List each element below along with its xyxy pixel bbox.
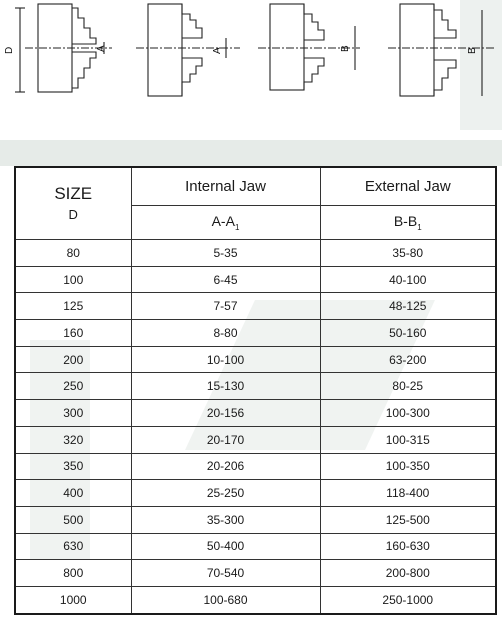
table-row bbox=[15, 373, 496, 400]
size-cell: 100 bbox=[15, 266, 131, 293]
internal-range-cell: 10-100 bbox=[131, 346, 320, 373]
size-cell: 200 bbox=[15, 346, 131, 373]
table-row bbox=[15, 240, 496, 267]
table-row bbox=[15, 320, 496, 347]
size-header bbox=[15, 167, 131, 240]
internal-range-cell: 20-206 bbox=[131, 453, 320, 480]
internal-range-cell: 8-80 bbox=[131, 320, 320, 347]
external-range-cell: 48-125 bbox=[320, 293, 496, 320]
table-row bbox=[15, 426, 496, 453]
internal-range-cell: 20-170 bbox=[131, 426, 320, 453]
size-cell: 500 bbox=[15, 506, 131, 533]
external-range-cell: 118-400 bbox=[320, 480, 496, 507]
diagram-internal-a1 bbox=[136, 4, 240, 96]
size-cell: 1000 bbox=[15, 586, 131, 613]
external-range-cell: 250-1000 bbox=[320, 586, 496, 613]
internal-range-cell: 50-400 bbox=[131, 533, 320, 560]
label-d: D bbox=[4, 46, 15, 54]
internal-jaw-header: Internal Jaw bbox=[131, 167, 320, 206]
internal-range-cell: 20-156 bbox=[131, 400, 320, 427]
internal-range-cell: 7-57 bbox=[131, 293, 320, 320]
label-b: B bbox=[340, 45, 351, 52]
size-label: SIZE bbox=[54, 183, 93, 203]
external-jaw-header: External Jaw bbox=[320, 167, 496, 206]
size-cell: 800 bbox=[15, 560, 131, 587]
external-range-header: $B-B_1$ bbox=[320, 206, 496, 240]
internal-range-header: $A-A_1$ bbox=[131, 206, 320, 240]
external-range-cell: 50-160 bbox=[320, 320, 496, 347]
external-range-cell: 35-80 bbox=[320, 240, 496, 267]
label-a1: A bbox=[212, 47, 223, 54]
external-range-cell: 100-300 bbox=[320, 400, 496, 427]
table-row bbox=[15, 506, 496, 533]
jaw-diagrams bbox=[0, 0, 502, 110]
size-sub-label: D bbox=[68, 206, 78, 222]
external-range-cell: 160-630 bbox=[320, 533, 496, 560]
external-range-cell: 100-350 bbox=[320, 453, 496, 480]
internal-range-cell: 100-680 bbox=[131, 586, 320, 613]
external-range-cell: 63-200 bbox=[320, 346, 496, 373]
diagram-external-b1 bbox=[388, 4, 494, 96]
size-cell: 350 bbox=[15, 453, 131, 480]
size-cell: 80 bbox=[15, 240, 131, 267]
table-row bbox=[15, 293, 496, 320]
table-row bbox=[15, 346, 496, 373]
label-b1: B bbox=[467, 47, 478, 54]
external-range-cell: 100-315 bbox=[320, 426, 496, 453]
internal-range-cell: 35-300 bbox=[131, 506, 320, 533]
internal-range-cell: 15-130 bbox=[131, 373, 320, 400]
table-row bbox=[15, 533, 496, 560]
label-a: A bbox=[96, 45, 107, 52]
internal-range-cell: 6-45 bbox=[131, 266, 320, 293]
table-row bbox=[15, 453, 496, 480]
external-range-cell: 200-800 bbox=[320, 560, 496, 587]
external-range-cell: 40-100 bbox=[320, 266, 496, 293]
table-row bbox=[15, 266, 496, 293]
size-cell: 630 bbox=[15, 533, 131, 560]
size-cell: 320 bbox=[15, 426, 131, 453]
external-range-cell: 80-25 bbox=[320, 373, 496, 400]
table-row bbox=[15, 400, 496, 427]
table-row bbox=[15, 480, 496, 507]
external-range-cell: 125-500 bbox=[320, 506, 496, 533]
size-cell: 125 bbox=[15, 293, 131, 320]
table-row bbox=[15, 586, 496, 613]
jaw-spec-table bbox=[14, 166, 497, 615]
watermark-shape bbox=[0, 140, 502, 166]
size-cell: 160 bbox=[15, 320, 131, 347]
size-cell: 400 bbox=[15, 480, 131, 507]
internal-range-cell: 70-540 bbox=[131, 560, 320, 587]
size-cell: 250 bbox=[15, 373, 131, 400]
table-row bbox=[15, 560, 496, 587]
internal-range-cell: 25-250 bbox=[131, 480, 320, 507]
internal-range-cell: 5-35 bbox=[131, 240, 320, 267]
size-cell: 300 bbox=[15, 400, 131, 427]
